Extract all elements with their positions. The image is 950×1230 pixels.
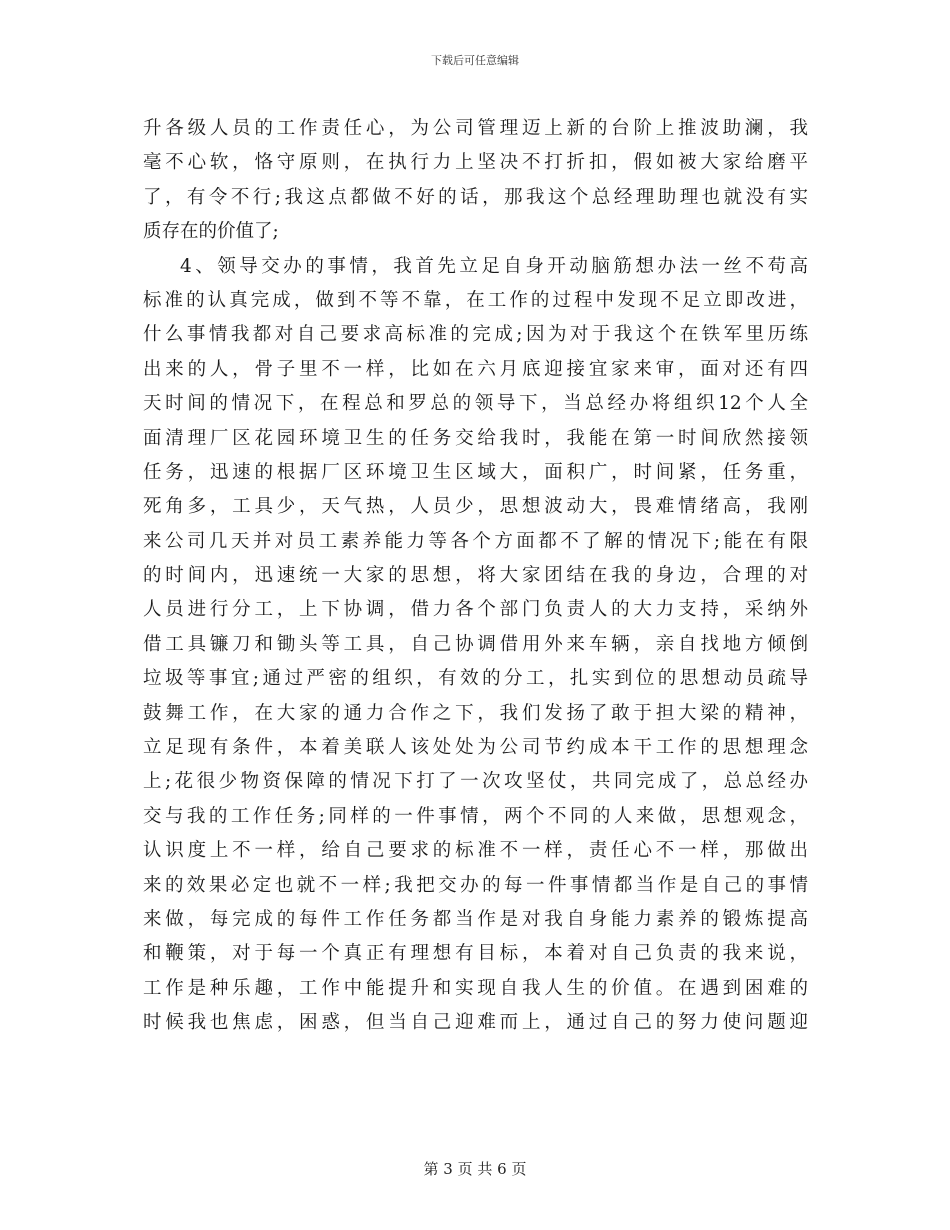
body-line: 认识度上不一样，给自己要求的标准不一样，责任心不一样，那做出 — [143, 840, 808, 862]
body-line: 来公司几天并对员工素养能力等各个方面都不了解的情况下;能在有限 — [143, 530, 808, 552]
body-line: 任务，迅速的根据厂区环境卫生区域大，面积广，时间紧，任务重， — [143, 461, 808, 483]
body-line: 时候我也焦虑，困惑，但当自己迎难而上，通过自己的努力使问题迎 — [143, 1012, 808, 1034]
body-line: 交与我的工作任务;同样的一件事情，两个不同的人来做，思想观念， — [143, 805, 808, 827]
body-line: 工作是种乐趣，工作中能提升和实现自我人生的价值。在遇到困难的 — [143, 977, 808, 999]
body-line: 的时间内，迅速统一大家的思想，将大家团结在我的身边，合理的对 — [143, 565, 808, 587]
body-line: 了，有令不行;我这点都做不好的话，那我这个总经理助理也就没有实 — [143, 186, 808, 208]
body-line: 上;花很少物资保障的情况下打了一次攻坚仗，共同完成了，总总经办 — [143, 771, 808, 793]
body-line: 鼓舞工作，在大家的通力合作之下，我们发扬了敢于担大梁的精神， — [143, 702, 808, 724]
body-line: 毫不心软，恪守原则，在执行力上坚决不打折扣，假如被大家给磨平 — [143, 152, 808, 174]
body-line: 和鞭策，对于每一个真正有理想有目标，本着对自己负责的我来说， — [143, 943, 808, 965]
body-line: 面清理厂区花园环境卫生的任务交给我时，我能在第一时间欣然接领 — [143, 427, 808, 449]
body-line: 人员进行分工，上下协调，借力各个部门负责人的大力支持，采纳外 — [143, 599, 808, 621]
body-line: 死角多，工具少，天气热，人员少，思想波动大，畏难情绪高，我刚 — [143, 496, 808, 518]
body-line: 质存在的价值了; — [143, 221, 279, 243]
body-line: 4、领导交办的事情，我首先立足自身开动脑筋想办法一丝不苟高 — [180, 255, 808, 277]
header-note: 下载后可任意编辑 — [431, 54, 519, 67]
body-line: 升各级人员的工作责任心，为公司管理迈上新的台阶上推波助澜，我 — [143, 118, 808, 139]
body-line: 什么事情我都对自己要求高标准的完成;因为对于我这个在铁军里历练 — [143, 324, 808, 346]
document-body — [143, 112, 808, 1041]
body-line: 借工具镰刀和锄头等工具，自己协调借用外来车辆，亲自找地方倾倒 — [143, 633, 808, 655]
body-line: 出来的人，骨子里不一样，比如在六月底迎接宜家来审，面对还有四 — [143, 358, 808, 380]
body-line: 来做，每完成的每件工作任务都当作是对我自身能力素养的锻炼提高 — [143, 908, 808, 930]
page-number: 第 3 页 共 6 页 — [423, 1160, 527, 1178]
body-line: 垃圾等事宜;通过严密的组织，有效的分工，扎实到位的思想动员疏导 — [143, 668, 808, 690]
body-line: 来的效果必定也就不一样;我把交办的每一件事情都当作是自己的事情 — [143, 874, 808, 896]
body-line: 标准的认真完成，做到不等不靠，在工作的过程中发现不足立即改进， — [143, 289, 808, 311]
body-line: 天时间的情况下，在程总和罗总的领导下，当总经办将组织12个人全 — [143, 393, 808, 415]
body-line: 立足现有条件，本着美联人该处处为公司节约成本干工作的思想理念 — [143, 737, 808, 759]
